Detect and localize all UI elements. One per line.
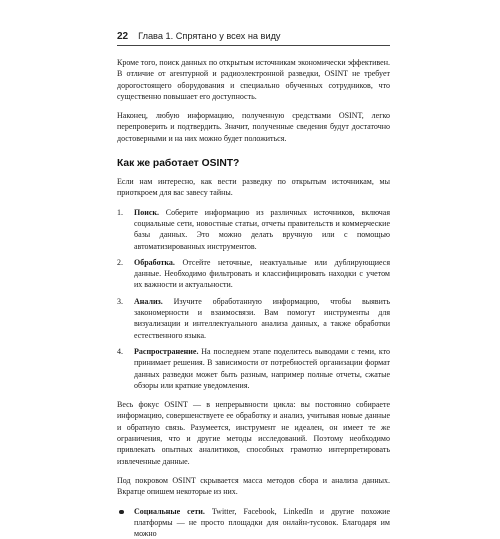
step-number: 4. [117,346,123,357]
list-item-step-2 [117,257,390,291]
step-term: Поиск. [134,208,159,217]
list-item-social-networks [117,506,390,539]
list-item-step-1 [117,207,390,252]
running-header [117,31,392,42]
bullet-text: Twitter, Facebook, LinkedIn и другие похожие платформы — не просто площадки для онлайн-тусовок. Благодаря им можно [134,507,390,539]
page-number: 22 [117,31,128,42]
step-text: На последнем этапе поделитесь выводами с теми, кто принимает решения. В зависимости от потребностей организации формат данных разведки может быть разным, например полные отчеты, сжатые обзоры или краткие уведомления. [134,347,390,390]
bullet-icon [119,510,124,515]
list-item-step-4 [117,346,390,391]
intro-paragraph-verification: Наконец, любую информацию, полученную средствами OSINT, легко перепроверить и подтвердить. Значит, полученные сведения будут достаточно достоверными и на них можно будет положиться. [117,110,390,144]
chapter-title: Глава 1. Спрятано у всех на виду [138,31,280,41]
step-term: Обработка. [134,258,175,267]
section-lead-paragraph: Если нам интересно, как вести разведку по открытым источникам, мы приоткроем для вас завесу тайны. [117,176,390,199]
list-item-step-3 [117,296,390,341]
section-heading: Как же работает OSINT? [117,157,390,170]
step-number: 2. [117,257,123,268]
step-text: Изучите обработанную информацию, чтобы выявить закономерности и взаимосвязи. Вам помогут инструменты для визуализации и интеллектуального анализа данных, а также обработки естественного языка. [134,297,390,340]
step-term: Анализ. [134,297,163,306]
methods-lead-paragraph: Под покровом OSINT скрывается масса методов сбора и анализа данных. Вкратце опишем некоторые из них. [117,475,390,498]
intro-paragraph-cost: Кроме того, поиск данных по открытым источникам экономически эффективен. В отличие от агентурной и радиоэлектронной разведки, OSINT не требует дорогостоящего оборудования и специально обученных сотрудников, что существенно повышает его доступность. [117,57,390,102]
methods-bullet-list [117,506,390,539]
header-divider [117,45,390,46]
osint-steps-list [117,207,390,391]
step-number: 1. [117,207,123,218]
bullet-term: Социальные сети. [134,507,205,516]
page-body [117,57,390,539]
focus-paragraph: Весь фокус OSINT — в непрерывности цикла: вы постоянно собираете информацию, совершенствуете ее обработку и анализ, учитывая новые данные и обратную связь. Разумеется, инструмент не идеален, он имеет те же ограничения, что и другие методы исследований. Поэтому необходимо привлекать опытных аналитиков, способных грамотно интерпретировать извлеченные данные. [117,399,390,467]
step-text: Соберите информацию из различных источников, включая социальные сети, новостные статьи, отчеты правительств и коммерческие базы данных. Это можно делать вручную или с помощью автоматизированных инструментов. [134,208,390,251]
step-term: Распространение. [134,347,198,356]
step-number: 3. [117,296,123,307]
step-text: Отсейте неточные, неактуальные или дублирующиеся данные. Необходимо фильтровать и классифицировать находки с учетом их важности и актуальности. [134,258,390,290]
